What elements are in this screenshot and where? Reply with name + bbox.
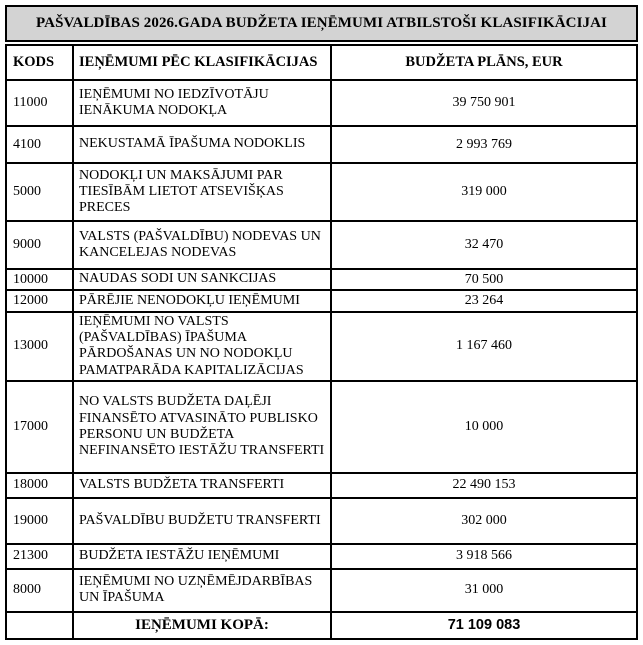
row-classification: IEŅĒMUMI NO VALSTS (PAŠVALDĪBAS) ĪPAŠUMA PĀRDOŠANAS UN NO NODOKĻU PAMATPARĀDA KAPITALIZĀCIJAS xyxy=(73,312,331,381)
row-code: 13000 xyxy=(6,312,73,381)
row-budget-plan: 302 000 xyxy=(331,498,637,544)
row-classification: BUDŽETA IESTĀŽU IEŅĒMUMI xyxy=(73,544,331,569)
row-budget-plan: 1 167 460 xyxy=(331,312,637,381)
row-classification: NAUDAS SODI UN SANKCIJAS xyxy=(73,269,331,290)
row-budget-plan: 3 918 566 xyxy=(331,544,637,569)
row-classification: IEŅĒMUMI NO UZŅĒMĒJDARBĪBAS UN ĪPAŠUMA xyxy=(73,569,331,612)
table-row xyxy=(6,312,637,381)
row-code: 10000 xyxy=(6,269,73,290)
row-classification: PĀRĒJIE NENODOKĻU IEŅĒMUMI xyxy=(73,290,331,312)
row-code: 11000 xyxy=(6,80,73,126)
row-classification: VALSTS (PAŠVALDĪBU) NODEVAS UN KANCELEJAS NODEVAS xyxy=(73,221,331,269)
row-code: 4100 xyxy=(6,126,73,163)
row-code: 21300 xyxy=(6,544,73,569)
total-spacer-cell xyxy=(6,612,73,639)
column-header-budget-plan: BUDŽETA PLĀNS, EUR xyxy=(331,45,637,80)
total-row xyxy=(6,612,637,639)
table-body xyxy=(6,80,637,612)
row-code: 19000 xyxy=(6,498,73,544)
row-classification: VALSTS BUDŽETA TRANSFERTI xyxy=(73,473,331,498)
row-budget-plan: 319 000 xyxy=(331,163,637,221)
row-budget-plan: 39 750 901 xyxy=(331,80,637,126)
table-header-row xyxy=(6,45,637,80)
row-budget-plan: 70 500 xyxy=(331,269,637,290)
row-classification: NODOKĻI UN MAKSĀJUMI PAR TIESĪBĀM LIETOT ATSEVIŠĶAS PRECES xyxy=(73,163,331,221)
budget-table xyxy=(5,44,638,640)
row-budget-plan: 31 000 xyxy=(331,569,637,612)
row-budget-plan: 2 993 769 xyxy=(331,126,637,163)
table-row xyxy=(6,544,637,569)
column-header-code: KODS xyxy=(6,45,73,80)
row-budget-plan: 32 470 xyxy=(331,221,637,269)
table-row xyxy=(6,163,637,221)
table-row xyxy=(6,221,637,269)
row-budget-plan: 10 000 xyxy=(331,381,637,473)
table-row xyxy=(6,498,637,544)
row-classification: PAŠVALDĪBU BUDŽETU TRANSFERTI xyxy=(73,498,331,544)
table-row xyxy=(6,569,637,612)
table-row xyxy=(6,126,637,163)
row-code: 9000 xyxy=(6,221,73,269)
table-row xyxy=(6,290,637,312)
row-code: 5000 xyxy=(6,163,73,221)
row-classification: IEŅĒMUMI NO IEDZĪVOTĀJU IENĀKUMA NODOKĻA xyxy=(73,80,331,126)
row-code: 8000 xyxy=(6,569,73,612)
row-budget-plan: 22 490 153 xyxy=(331,473,637,498)
row-code: 17000 xyxy=(6,381,73,473)
column-header-classification: IEŅĒMUMI PĒC KLASIFIKĀCIJAS xyxy=(73,45,331,80)
document-title: PAŠVALDĪBAS 2026.GADA BUDŽETA IEŅĒMUMI ATBILSTOŠI KLASIFIKĀCIJAI xyxy=(5,5,638,42)
table-row xyxy=(6,269,637,290)
row-budget-plan: 23 264 xyxy=(331,290,637,312)
table-row xyxy=(6,80,637,126)
budget-document xyxy=(5,5,638,640)
total-label: IEŅĒMUMI KOPĀ: xyxy=(73,612,331,639)
total-value: 71 109 083 xyxy=(331,612,637,639)
row-code: 18000 xyxy=(6,473,73,498)
row-classification: NEKUSTAMĀ ĪPAŠUMA NODOKLIS xyxy=(73,126,331,163)
row-code: 12000 xyxy=(6,290,73,312)
table-row xyxy=(6,473,637,498)
table-row xyxy=(6,381,637,473)
row-classification: NO VALSTS BUDŽETA DAĻĒJI FINANSĒTO ATVASINĀTO PUBLISKO PERSONU UN BUDŽETA NEFINANSĒTO IESTĀŽU TRANSFERTI xyxy=(73,381,331,473)
